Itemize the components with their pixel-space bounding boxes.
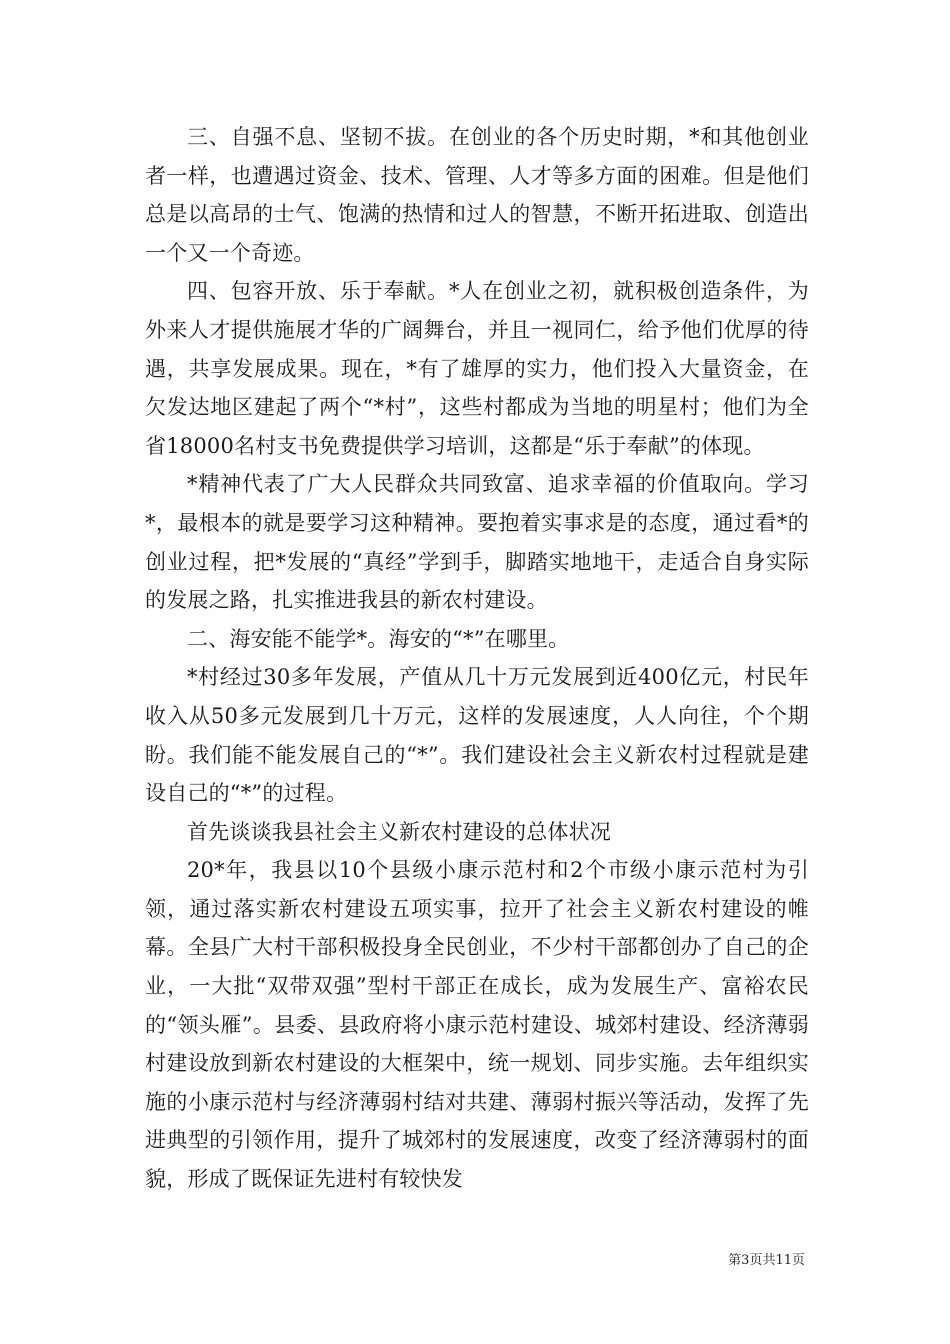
- paragraph-development: *村经过30多年发展，产值从几十万元发展到近400亿元，村民年收入从50多元发展到几十万元，这样的发展速度，人人向往，个个期盼。我们能不能发展自己的“*”。我们建设社会主义新农村过程就是建设自己的“*”的过程。: [145, 665, 809, 806]
- page-number-footer: 第3页共11页: [728, 1253, 805, 1268]
- document-body: [145, 118, 809, 1199]
- paragraph-perseverance: 三、自强不息、坚韧不拔。在创业的各个历史时期，*和其他创业者一样，也遭遇过资金、技术、管理、人才等多方面的困难。但是他们总是以高昂的士气、饱满的热情和过人的智慧，不断开拓进取、创造出一个又一个奇迹。: [145, 125, 809, 265]
- paragraph-overview-heading: 首先谈谈我县社会主义新农村建设的总体状况: [187, 819, 611, 844]
- paragraph-county-status: 20*年，我县以10个县级小康示范村和2个市级小康示范村为引领，通过落实新农村建设五项实事，拉开了社会主义新农村建设的帷幕。全县广大村干部积极投身全民创业，不少村干部都创办了自己的企业，一大批“双带双强”型村干部正在成长，成为发展生产、富裕农民的“领头雁”。县委、县政府将小康示范村建设、城郊村建设、经济薄弱村建设放到新农村建设的大框架中，统一规划、同步实施。去年组织实施的小康示范村与经济薄弱村结对共建、薄弱村振兴等活动，发挥了先进典型的引领作用，提升了城郊村的发展速度，改变了经济薄弱村的面貌，形成了既保证先进村有较快发: [145, 858, 809, 1192]
- paragraph-section-heading: 二、海安能不能学*。海安的“*”在哪里。: [187, 626, 570, 651]
- paragraph-spirit: *精神代表了广大人民群众共同致富、追求幸福的价值取向。学习*，最根本的就是要学习这种精神。要抱着实事求是的态度，通过看*的创业过程，把*发展的“真经”学到手，脚踏实地地干，走适合自身实际的发展之路，扎实推进我县的新农村建设。: [145, 472, 809, 613]
- paragraph-openness: 四、包容开放、乐于奉献。*人在创业之初，就积极创造条件，为外来人才提供施展才华的广阔舞台，并且一视同仁，给予他们优厚的待遇，共享发展成果。现在，*有了雄厚的实力，他们投入大量资金，在欠发达地区建起了两个“*村”，这些村都成为当地的明星村；他们为全省18000名村支书免费提供学习培训，这都是“乐于奉献”的体现。: [145, 279, 809, 458]
